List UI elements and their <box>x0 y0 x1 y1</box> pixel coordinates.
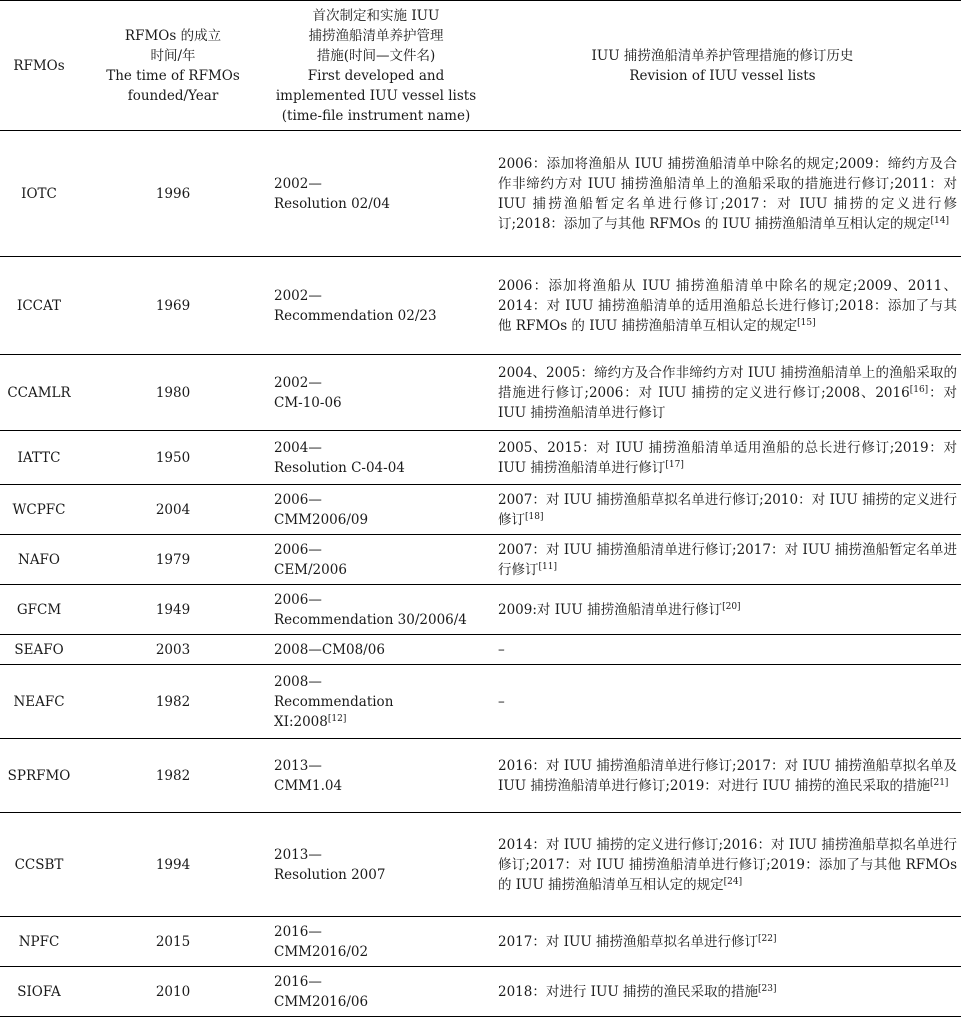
founded-year: 1969 <box>155 297 191 314</box>
founded-year: 1980 <box>155 384 191 401</box>
rfmo-name: NPFC <box>18 933 60 950</box>
first-measure: 2016— CMM2016/02 <box>274 923 369 960</box>
rfmo-name: IATTC <box>17 449 61 466</box>
founded-year: 1979 <box>155 551 191 568</box>
rfmo-name: SIOFA <box>17 983 61 1000</box>
first-measure: 2006— CEM/2006 <box>274 541 347 578</box>
table-row <box>0 131 961 257</box>
header-founded: RFMOs 的成立 时间/年 The time of RFMOs founded/Year <box>106 27 240 104</box>
table-row <box>0 585 961 635</box>
first-measure: 2002— Recommendation 02/23 <box>274 287 437 324</box>
revision-history: 2016：对 IUU 捕捞渔船清单进行修订;2017：对 IUU 捕捞渔船草拟名单及 IUU 捕捞渔船清单进行修订;2019：对进行 IUU 捕捞的渔民采取的措施[21] <box>498 757 957 794</box>
founded-year: 2003 <box>155 641 191 658</box>
founded-year: 2004 <box>155 501 191 518</box>
table-row <box>0 535 961 585</box>
header-row <box>0 1 961 131</box>
first-measure: 2013— Resolution 2007 <box>274 846 386 883</box>
citation: [20] <box>722 601 741 612</box>
first-measure: 2002— CM-10-06 <box>274 374 342 411</box>
founded-year: 1982 <box>155 767 191 784</box>
table-row <box>0 917 961 967</box>
table-row <box>0 813 961 917</box>
rfmo-name: CCSBT <box>14 856 64 873</box>
rfmo-name: GFCM <box>16 601 62 618</box>
table-row <box>0 485 961 535</box>
revision-history: – <box>498 641 505 658</box>
table-row <box>0 355 961 431</box>
header-first: 首次制定和实施 IUU 捕捞渔船清单养护管理 措施(时间—文件名) First developed and implemented IUU vessel lists (time-file instrument name) <box>275 7 477 124</box>
first-measure: 2006— CMM2006/09 <box>274 491 369 528</box>
citation: [11] <box>538 561 557 572</box>
table-row <box>0 739 961 813</box>
citation: [22] <box>758 933 777 944</box>
first-measure: 2013— CMM1.04 <box>274 757 343 794</box>
founded-year: 2010 <box>155 983 191 1000</box>
citation: [16] <box>909 384 929 395</box>
header-revision: IUU 捕捞渔船清单养护管理措施的修订历史 Revision of IUU vessel lists <box>591 47 854 84</box>
rfmo-name: ICCAT <box>16 297 61 314</box>
rfmo-name: WCPFC <box>12 501 66 518</box>
revision-history: 2014：对 IUU 捕捞的定义进行修订;2016：对 IUU 捕捞渔船草拟名单进行修订;2017：对 IUU 捕捞渔船清单进行修订;2019：添加了与其他 RFMOs 的 IUU 捕捞渔船清单互相认定的规定[24] <box>498 836 957 893</box>
header-rfmo: RFMOs <box>13 57 65 74</box>
table-row <box>0 665 961 739</box>
revision-history: 2007：对 IUU 捕捞渔船清单进行修订;2017：对 IUU 捕捞渔船暂定名单进行修订[11] <box>498 541 957 578</box>
revision-history: 2005、2015：对 IUU 捕捞渔船清单适用渔船的总长进行修订;2019：对 IUU 捕捞渔船清单进行修订[17] <box>498 439 957 476</box>
first-measure: 2004— Resolution C-04-04 <box>274 439 405 476</box>
revision-history: 2004、2005：缔约方及合作非缔约方对 IUU 捕捞渔船清单上的渔船采取的措施进行修订;2006：对 IUU 捕捞的定义进行修订;2008、2016[16]：对 IUU 捕捞渔船清单进行修订 <box>498 364 957 421</box>
citation: [21] <box>929 777 949 788</box>
citation: [12] <box>327 713 347 724</box>
first-measure: 2002— Resolution 02/04 <box>274 175 390 212</box>
founded-year: 1994 <box>155 856 191 873</box>
table-row <box>0 431 961 485</box>
citation: [23] <box>758 983 777 994</box>
revision-history: – <box>498 693 505 710</box>
rfmo-name: SPRFMO <box>7 767 71 784</box>
citation: [18] <box>525 511 544 522</box>
rfmo-name: SEAFO <box>14 641 64 658</box>
citation: [14] <box>930 215 949 226</box>
revision-history: 2018：对进行 IUU 捕捞的渔民采取的措施[23] <box>498 983 777 1000</box>
revision-history: 2006：添加将渔船从 IUU 捕捞渔船清单中除名的规定;2009：缔约方及合作非缔约方对 IUU 捕捞渔船清单上的渔船采取的措施进行修订;2011：对 IUU 捕捞渔船暂定名单进行修订;2017：对 IUU 捕捞的定义进行修订;2018：添加了与其他 RFMOs 的 IUU 捕捞渔船清单互相认定的规定[14] <box>498 155 957 232</box>
first-measure: 2006— Recommendation 30/2006/4 <box>274 591 467 628</box>
citation: [17] <box>665 459 684 470</box>
founded-year: 2015 <box>155 933 191 950</box>
table-row <box>0 635 961 665</box>
revision-history: 2017：对 IUU 捕捞渔船草拟名单进行修订[22] <box>498 933 777 950</box>
citation: [24] <box>723 876 743 887</box>
rfmo-name: IOTC <box>21 185 57 202</box>
first-measure: 2016— CMM2016/06 <box>274 973 369 1010</box>
founded-year: 1950 <box>155 449 191 466</box>
revision-history: 2007：对 IUU 捕捞渔船草拟名单进行修订;2010：对 IUU 捕捞的定义进行修订[18] <box>498 491 957 528</box>
rfmo-name: CCAMLR <box>7 384 71 401</box>
first-measure: 2008—CM08/06 <box>274 641 385 658</box>
revision-history: 2009:对 IUU 捕捞渔船清单进行修订[20] <box>498 601 741 618</box>
table-row <box>0 257 961 355</box>
rfmo-name: NEAFC <box>13 693 65 710</box>
founded-year: 1949 <box>155 601 191 618</box>
rfmo-name: NAFO <box>18 551 60 568</box>
citation: [15] <box>797 317 816 328</box>
table-row <box>0 967 961 1017</box>
founded-year: 1982 <box>155 693 191 710</box>
revision-history: 2006：添加将渔船从 IUU 捕捞渔船清单中除名的规定;2009、2011、2014：对 IUU 捕捞渔船清单的适用渔船总长进行修订;2018：添加了与其他 RFMOs 的 IUU 捕捞渔船清单互相认定的规定[15] <box>498 277 957 334</box>
founded-year: 1996 <box>155 185 191 202</box>
first-measure: 2008— Recommendation XI:2008[12] <box>274 673 394 730</box>
